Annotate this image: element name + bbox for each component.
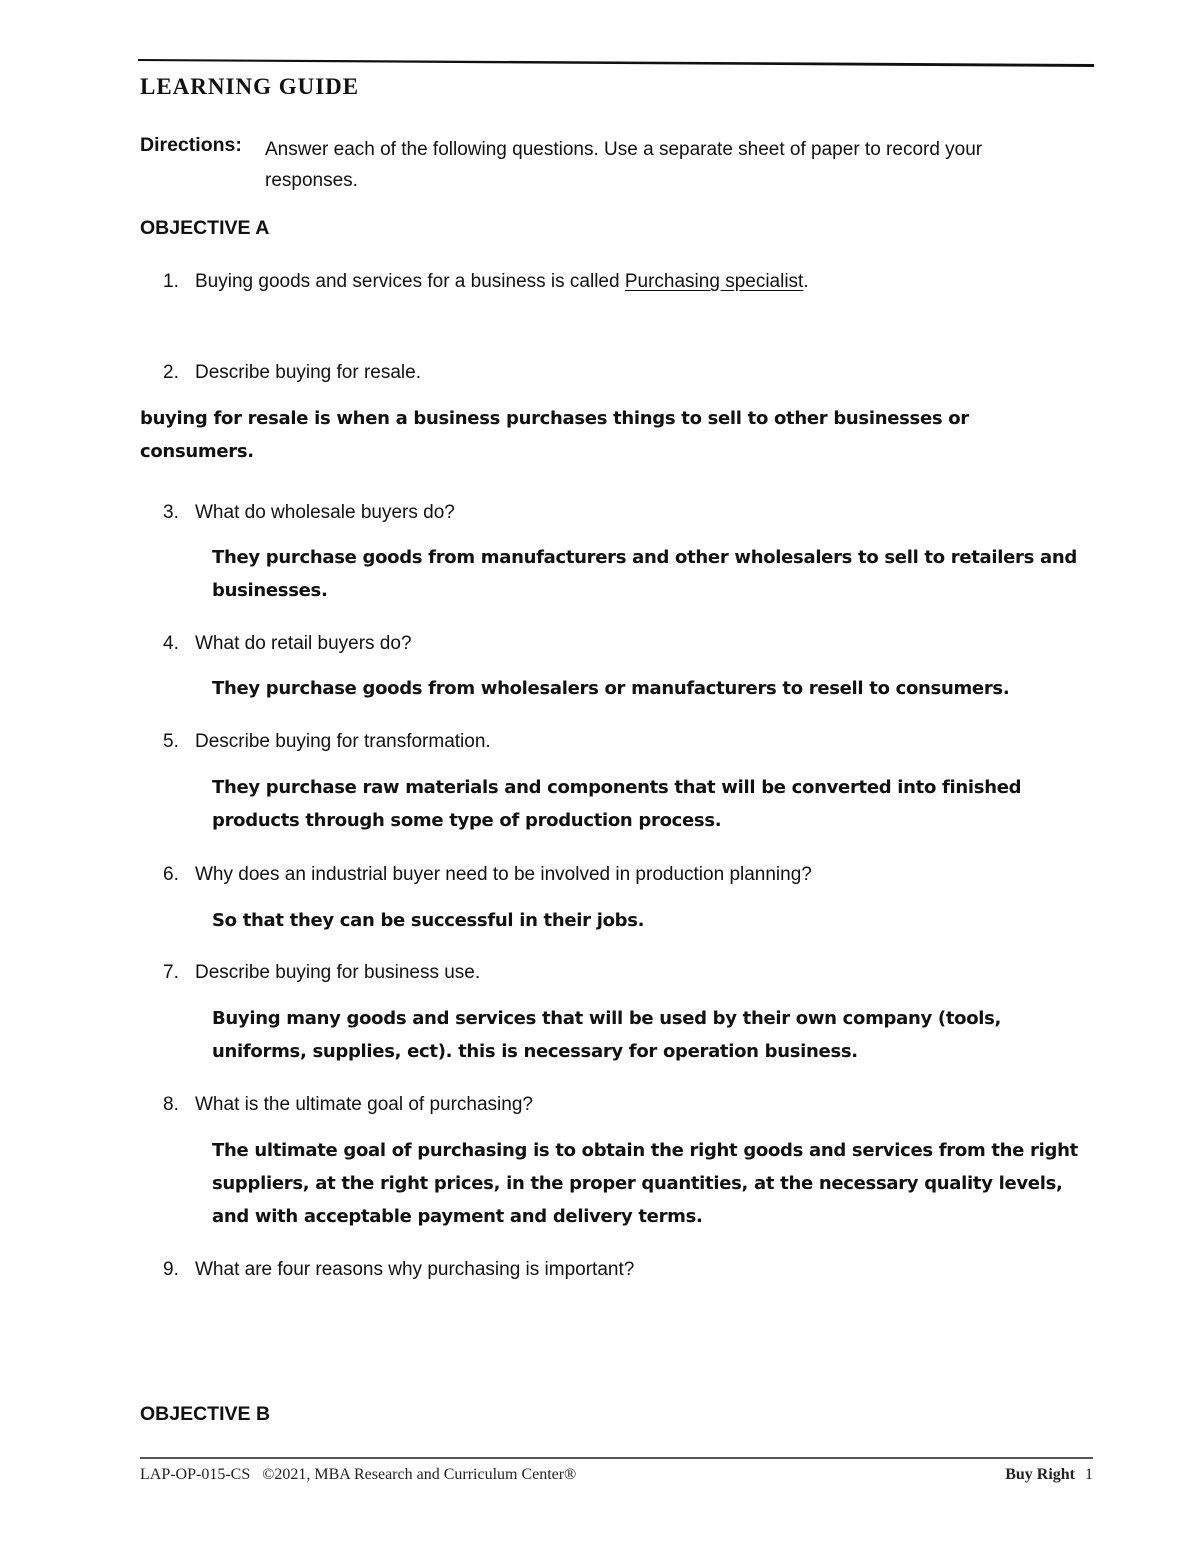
question-9-number: 9. [163,1259,179,1280]
question-8-number: 8. [163,1094,179,1115]
answer-2: buying for resale is when a business purchases things to sell to other businesses or consumers. [140,408,969,462]
answer-7: Buying many goods and services that will be used by their own company (tools, uniforms, supplies, ect). this is necessary for operation business. [212,1008,1002,1062]
answer-8: The ultimate goal of purchasing is to obtain the right goods and services from the right suppliers, at the right prices, in the proper quantities, at the necessary quality levels, and with acceptable payment and delivery terms. [212,1140,1078,1227]
answer-3: They purchase goods from manufacturers and other wholesalers to sell to retailers and businesses. [212,547,1077,601]
question-3-number: 3. [163,502,179,523]
footer-page-info [1005,1466,1093,1484]
question-3-text: What do wholesale buyers do? [195,502,455,523]
question-4-text: What do retail buyers do? [195,633,412,654]
footer-title: Buy Right [1005,1466,1075,1483]
question-5-text: Describe buying for transformation. [195,731,491,752]
question-1-text: Buying goods and services for a business is called [195,271,625,292]
question-7-text: Describe buying for business use. [195,962,481,983]
directions-text: Answer each of the following questions. Use a separate sheet of paper to record your responses. [265,139,983,191]
question-9-text: What are four reasons why purchasing is important? [195,1259,635,1280]
question-8-text: What is the ultimate goal of purchasing? [195,1094,533,1115]
page-title: LEARNING GUIDE [140,74,360,99]
footer-rule [140,1457,1093,1459]
answer-6: So that they can be successful in their jobs. [212,910,645,931]
header-rule [138,57,1094,67]
question-6-text: Why does an industrial buyer need to be involved in production planning? [195,864,812,885]
objective-b-heading: OBJECTIVE B [140,1403,271,1425]
question-1-period: . [803,271,809,292]
question-1-number: 1. [163,271,179,292]
question-2-number: 2. [163,362,179,383]
question-1 [195,271,809,293]
question-2-text: Describe buying for resale. [195,362,421,383]
question-5-number: 5. [163,731,179,752]
answer-5: They purchase raw materials and components that will be converted into finished products through some type of production process. [212,777,1022,831]
footer-copyright: LAP-OP-015-CS ©2021, MBA Research and Curriculum Center® [140,1466,577,1483]
directions-label: Directions: [140,134,242,156]
question-7-number: 7. [163,962,179,983]
answer-4: They purchase goods from wholesalers or manufacturers to resell to consumers. [212,678,1010,699]
question-6-number: 6. [163,864,179,885]
objective-a-heading: OBJECTIVE A [140,217,270,239]
page-number: 1 [1085,1466,1093,1483]
question-1-answer: Purchasing specialist [624,271,804,292]
question-4-number: 4. [163,633,179,654]
